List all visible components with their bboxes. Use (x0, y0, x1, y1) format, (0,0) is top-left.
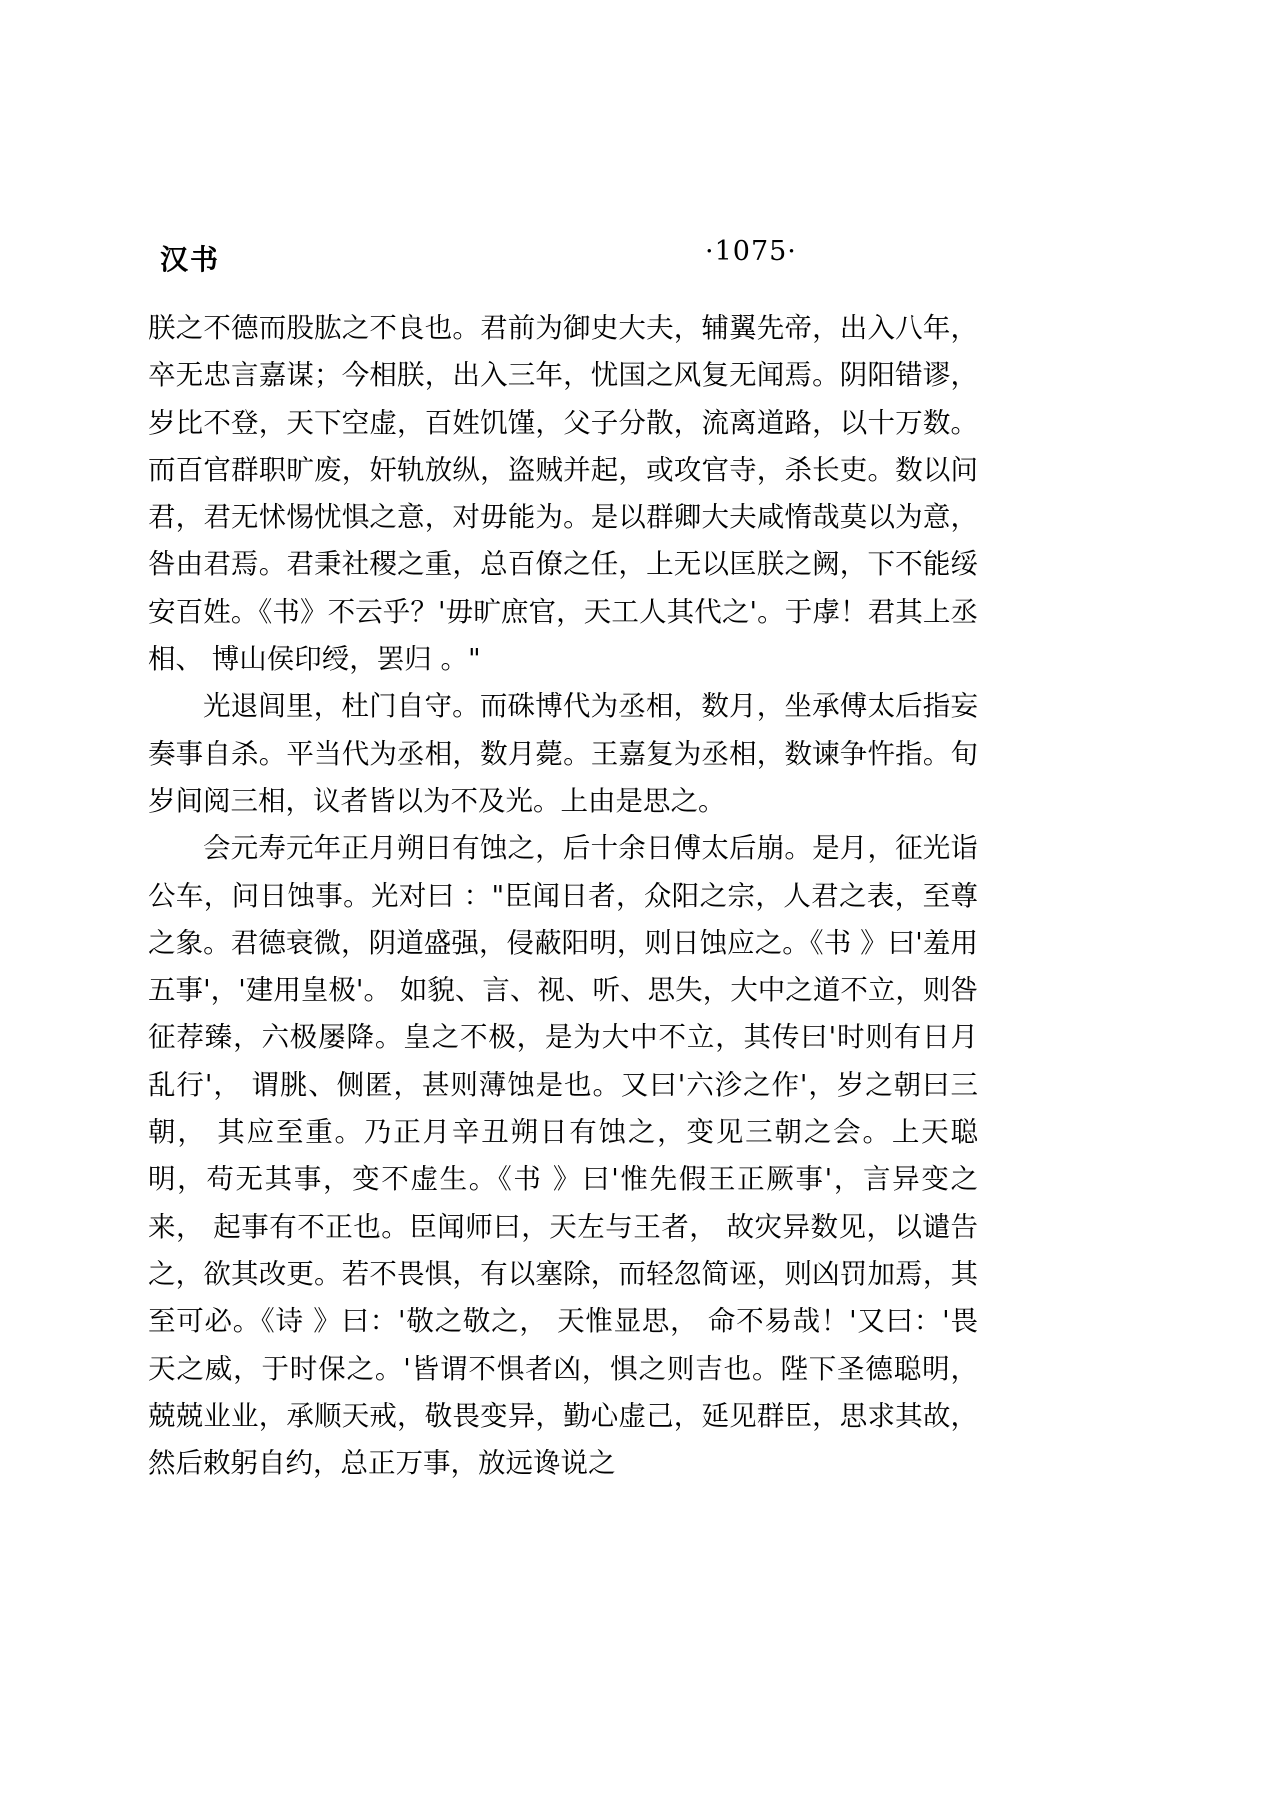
page-number: ·1075· (705, 236, 797, 267)
paragraph: 朕之不德而股肱之不良也。君前为御史大夫，辅翼先帝，出入八年，卒无忠言嘉谋；今相朕，出入三年，忧国之风复无闻焉。阴阳错谬，岁比不登，天下空虚，百姓饥馑，父子分散，流离道路，以十万数。而百官群职旷废，奸轨放纵，盗贼并起，或攻官寺，杀长吏。数以问君，君无怵惕忧惧之意，对毋能为。是以群卿大夫咸惰哉莫以为意，咎由君焉。君秉社稷之重，总百僚之任，上无以匡朕之阙，下不能绥安百姓。《书》不云乎？'毋旷庶官，天工人其代之'。于虖！君其上丞相、 博山侯印绶，罢归 。" (148, 312, 978, 676)
paragraph: 会元寿元年正月朔日有蚀之，后十余日傅太后崩。是月，征光诣公车，问日蚀事。光对曰 ："臣闻日者，众阳之宗，人君之表，至尊之象。君德衰微，阴道盛强，侵蔽阳明，则日蚀应之。《书 》曰'羞用五事'，'建用皇极'。 如貌、言、视、听、思失，大中之道不立，则咎征荐臻，六极屡降。皇之不极，是为大中不立，其传曰'时则有日月乱行'， 谓朓、侧匿，甚则薄蚀是也。又曰'六沴之作'，岁之朝曰三朝， 其应至重。乃正月辛丑朔日有蚀之，变见三朝之会。上天聪明，苟无其事，变不虚生。《书 》曰'惟先假王正厥事'，言异变之来， 起事有不正也。臣闻师曰，天左与王者， 故灾异数见，以谴告之，欲其改更。若不畏惧，有以塞除，而轻忽简诬，则凶罚加焉，其至可必。《诗 》曰：'敬之敬之， 天惟显思， 命不易哉！'又曰：'畏天之威，于时保之。'皆谓不惧者凶，惧之则吉也。陛下圣德聪明，兢兢业业，承顺天戒，敬畏变异，勤心虚己，延见群臣，思求其故，然后敕躬自约，总正万事，放远谗说之 (148, 832, 978, 1480)
body-text (148, 305, 978, 1487)
page-header (160, 238, 960, 278)
paragraph: 光退闾里，杜门自守。而硃博代为丞相，数月，坐承傅太后指妄奏事自杀。平当代为丞相，数月薨。王嘉复为丞相，数谏争忤指。旬岁间阅三相，议者皆以为不及光。上由是思之。 (148, 690, 978, 817)
book-title: 汉书 (160, 243, 221, 276)
